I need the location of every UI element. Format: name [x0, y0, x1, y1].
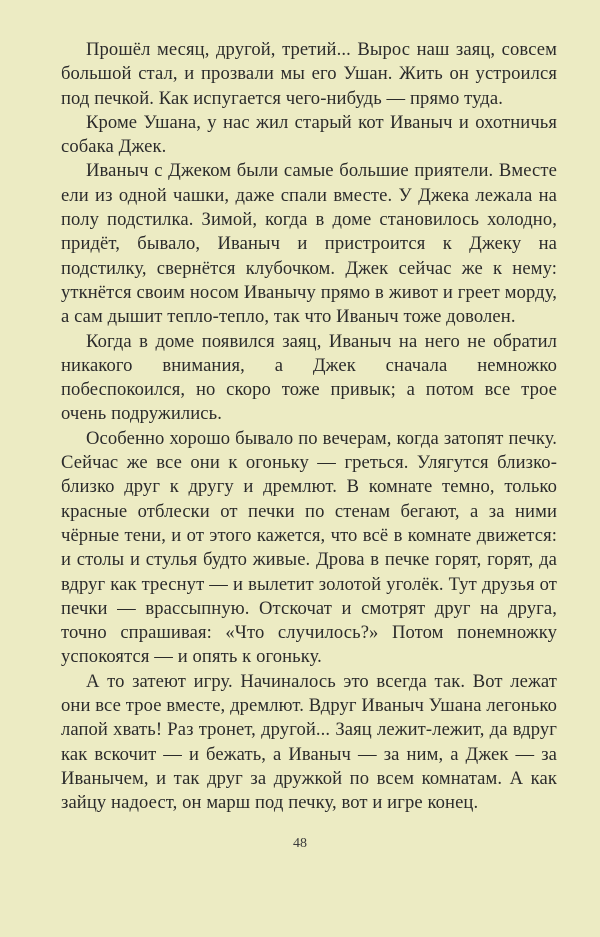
paragraph-1: Прошёл месяц, другой, третий... Вырос наш заяц, совсем большой стал, и прозвали мы его Ушан. Жить он устроился под печкой. Как испугается чего-нибудь — прямо туда. — [61, 39, 557, 109]
paragraph-3: Иваныч с Джеком были самые большие приятели. Вместе ели из одной чашки, даже спали вместе. У Джека лежала на полу подстилка. Зимой, когда в доме становилось холодно, придёт, бывало, Иваныч и пристроится к Джеку на подстилку, свернётся клубочком. Джек сейчас же к нему: уткнётся своим носом Иванычу прямо в живот и греет морду, а сам дышит тепло-тепло, так что Иваныч тоже доволен. — [61, 160, 557, 328]
page-number: 48 — [293, 836, 307, 851]
text-block — [61, 38, 557, 816]
paragraph-2: Кроме Ушана, у нас жил старый кот Иваныч и охотничья собака Джек. — [61, 111, 557, 158]
paragraph-5: Особенно хорошо бывало по вечерам, когда затопят печку. Сейчас же все они к огоньку — греться. Улягутся близко-близко друг к другу и дремлют. В комнате темно, только красные отблески от печки по стенам бегают, а за ними чёрные тени, и от этого кажется, что всё в комнате движется: и столы и стулья будто живые. Дрова в печке горят, горят, да вдруг как треснут — и вылетит золотой уголёк. Тут друзья от печки — врассыпную. Отскочат и смотрят друг на друга, точно спрашивая: «Что случилось?» Потом понемножку успокоятся — и опять к огоньку. — [61, 427, 557, 668]
paragraph-4: Когда в доме появился заяц, Иваныч на него не обратил никакого внимания, а Джек сначала немножко побеспокоился, но скоро тоже привык; а потом все трое очень подружились. — [61, 330, 557, 425]
paragraph-6: А то затеют игру. Начиналось это всегда так. Вот лежат они все трое вместе, дремлют. Вдруг Иваныч Ушана легонько лапой хвать! Раз тронет, другой... Заяц лежит-лежит, да вдруг как вскочит — и бежать, а Иваныч — за ним, а Джек — за Иванычем, и так друг за дружкой по всем комнатам. А как зайцу надоест, он марш под печку, вот и игре конец. — [61, 670, 557, 814]
